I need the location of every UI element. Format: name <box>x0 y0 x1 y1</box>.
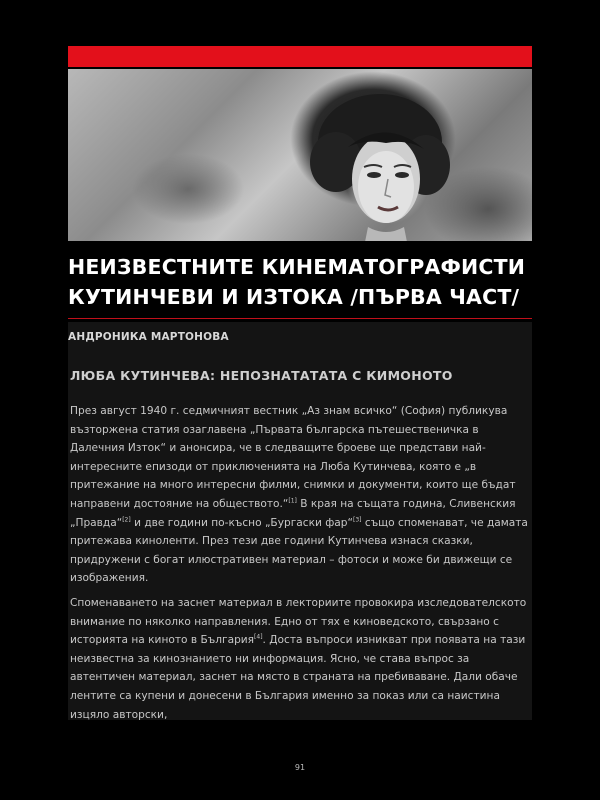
paragraph-1-text-a: През август 1940 г. седмичният вестник „Аз знам всичко“ (София) публикува възторжена статия озаглавена „Първата българска пътешественичка в Далечния Изток“ и анонсира, че в следващите броеве ще представи най-интересните епизоди от приключенията на Люба Кутинчева, която е „в притежание на много интересни филми, снимки и документи, които ще бъдат направени достояние на обществото.“ <box>70 405 516 510</box>
article-subtitle: ЛЮБА КУТИНЧЕВА: НЕПОЗНАТАТАТА С КИМОНОТО <box>70 368 453 383</box>
paragraph-2-text-b: . Доста въпроси изникват при появата на тази неизвестна за кинознанието ни информация. Ясно, че става въпрос за автентичен материал, заснет на място в страната на пребиваване. Дали обаче лентите са купени и донесени в България именно за показ или са наистина изцяло авторски, <box>70 634 526 720</box>
article-title: НЕИЗВЕСТНИТЕ КИНЕМАТОГРАФИСТИ КУТИНЧЕВИ И ИЗТОКА /ПЪРВА ЧАСТ/ <box>68 255 526 309</box>
paragraph-2-text-a: Споменаването на заснет материал в лекториите провокира изследователското внимание по няколко направления. Едно от тях е киноведското, свързано с историята на киното в България <box>70 596 527 647</box>
paragraph-1-text-c: и две години по-късно „Бургаски фар“ <box>130 516 353 529</box>
footnote-ref-1[interactable]: [1] <box>288 497 297 505</box>
title-divider <box>68 318 532 319</box>
footnote-ref-3[interactable]: [3] <box>353 516 362 524</box>
article-body <box>70 402 534 720</box>
paragraph-1 <box>70 402 534 588</box>
footnote-ref-2[interactable]: [2] <box>122 516 131 524</box>
portrait-illustration <box>308 87 458 241</box>
page-number: 91 <box>294 763 306 772</box>
paragraph-2 <box>70 594 534 720</box>
paragraph-1-text-d: също споменават, че дамата притежава киноленти. През тези две години Кутинчева изнася сказки, придружени с богат илюстративен материал – фотоси и може би движещи се изображения. <box>70 516 528 585</box>
footnote-ref-4[interactable]: [4] <box>254 633 263 641</box>
paragraph-1-text-b: В края на същата година, Сливенския „Правда“ <box>70 497 516 529</box>
article-author: АНДРОНИКА МАРТОНОВА <box>68 331 229 343</box>
red-header-bar <box>68 46 532 67</box>
hero-portrait-image <box>68 69 532 241</box>
